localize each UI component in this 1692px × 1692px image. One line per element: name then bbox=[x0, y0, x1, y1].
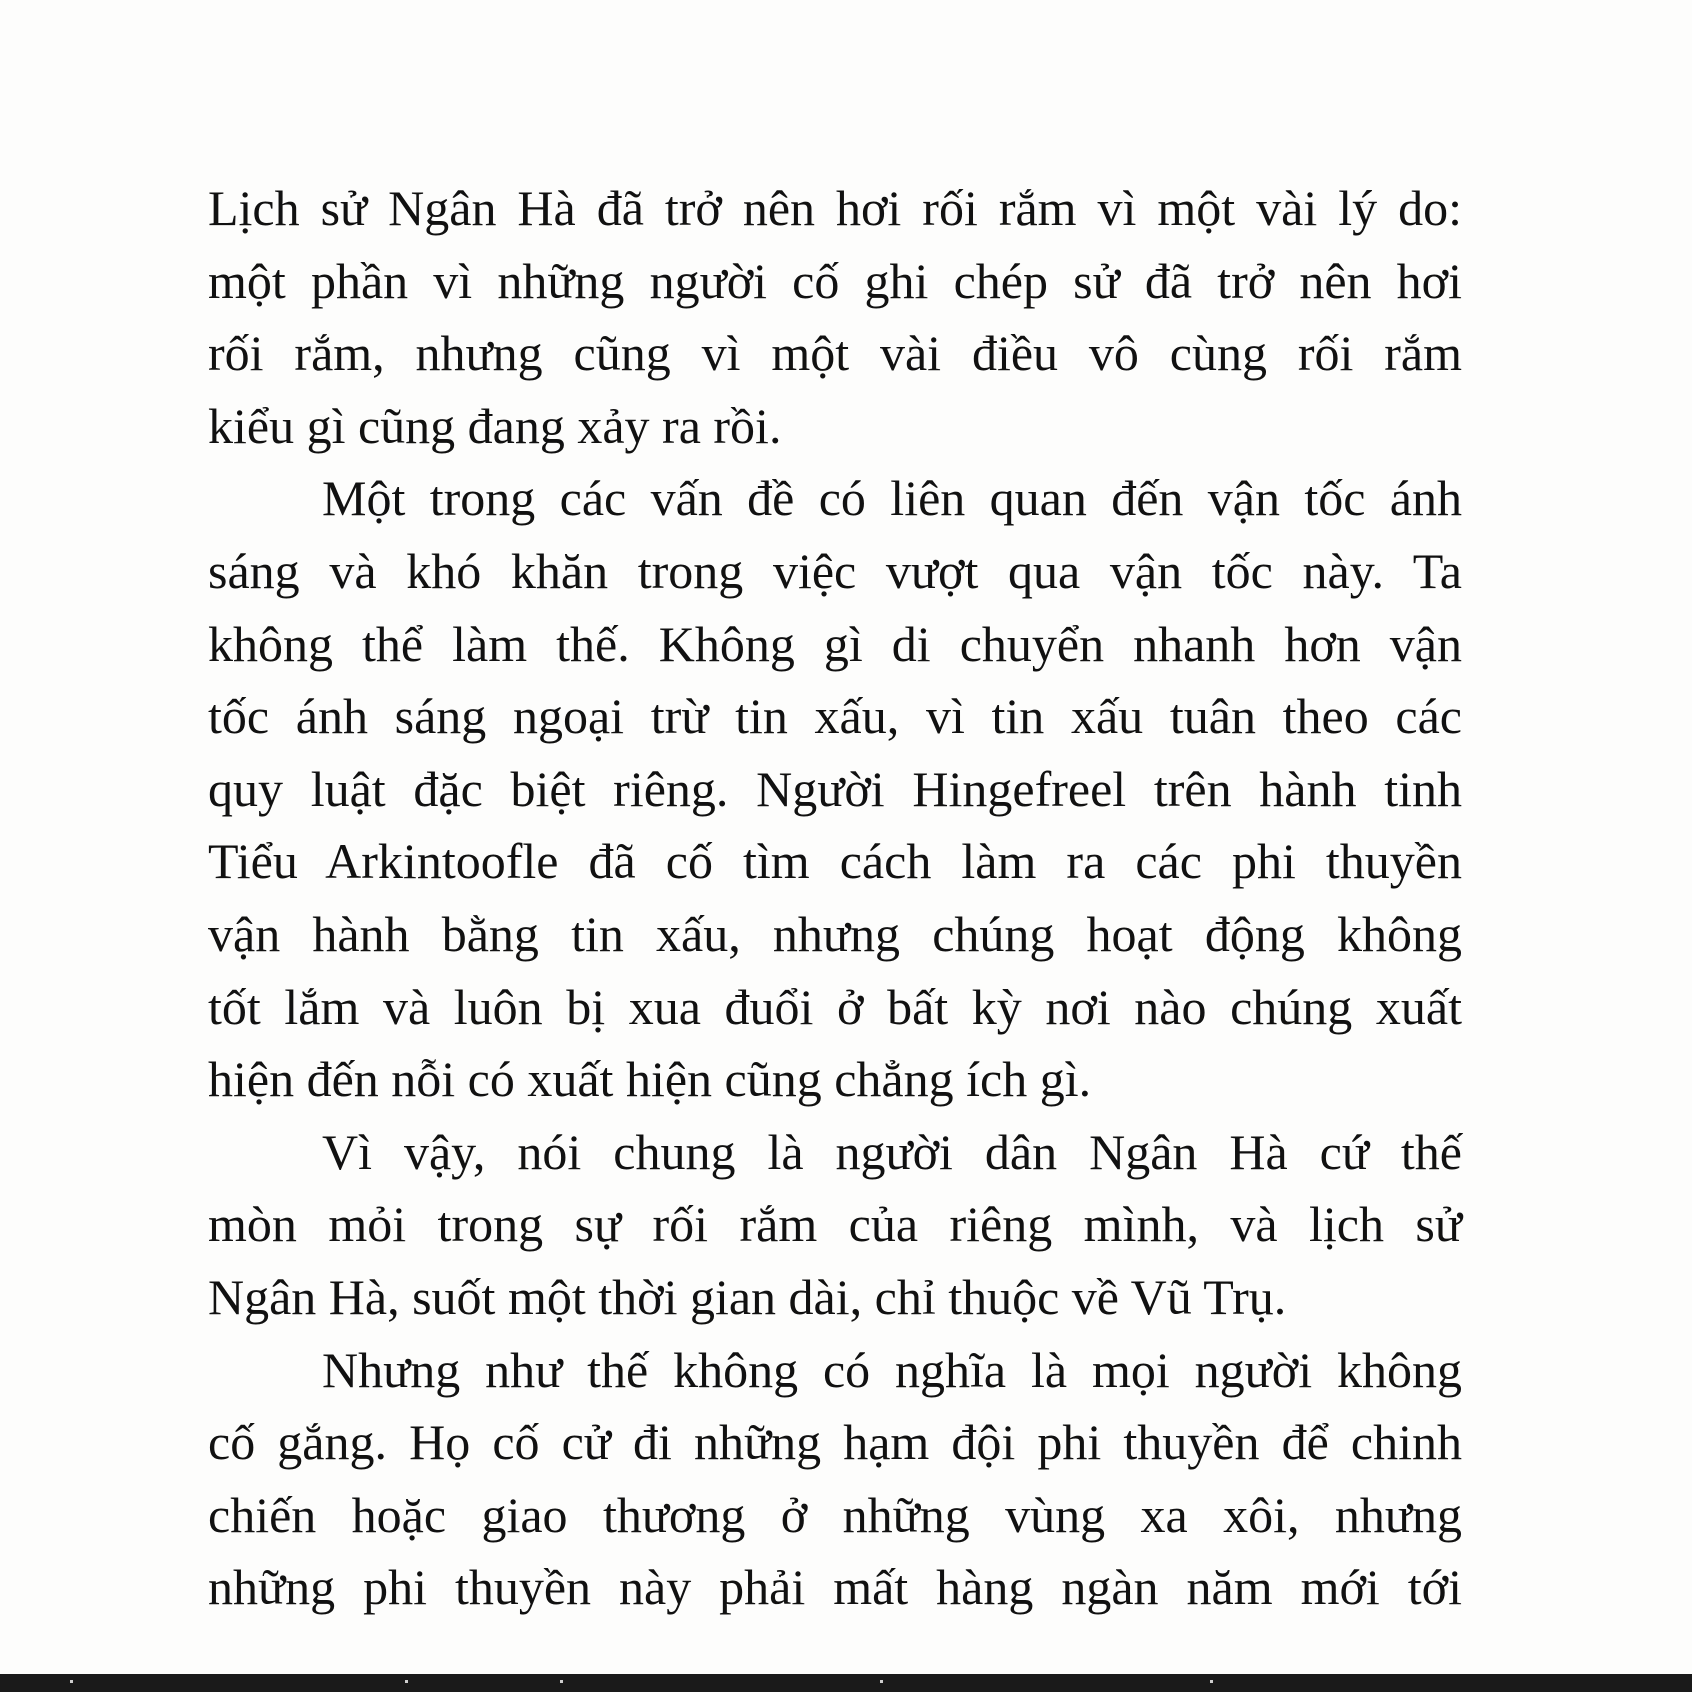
text-line: sáng và khó khăn trong việc vượt qua vận tốc này. Ta bbox=[208, 542, 1462, 599]
text-line: hiện đến nỗi có xuất hiện cũng chẳng ích gì. bbox=[208, 1051, 1092, 1108]
paragraph-1 bbox=[208, 172, 1462, 462]
text-line: Lịch sử Ngân Hà đã trở nên hơi rối rắm vì một vài lý do: bbox=[208, 180, 1462, 236]
paragraph-3 bbox=[208, 1116, 1462, 1334]
text-line: Nhưng như thế không có nghĩa là mọi người không bbox=[322, 1341, 1462, 1398]
scan-edge-border bbox=[0, 1674, 1692, 1692]
text-line: mòn mỏi trong sự rối rắm của riêng mình, và lịch sử bbox=[208, 1196, 1462, 1253]
paragraph-4 bbox=[208, 1334, 1462, 1624]
text-line: không thể làm thế. Không gì di chuyển nhanh hơn vận bbox=[208, 615, 1462, 672]
text-line: một phần vì những người cố ghi chép sử đã trở nên hơi bbox=[208, 252, 1462, 309]
text-line: kiểu gì cũng đang xảy ra rồi. bbox=[208, 397, 782, 454]
text-line: tốc ánh sáng ngoại trừ tin xấu, vì tin xấu tuân theo các bbox=[208, 688, 1462, 745]
text-line: vận hành bằng tin xấu, nhưng chúng hoạt động không bbox=[208, 905, 1462, 962]
text-line: những phi thuyền này phải mất hàng ngàn năm mới tới bbox=[208, 1559, 1462, 1616]
text-line: cố gắng. Họ cố cử đi những hạm đội phi thuyền để chinh bbox=[208, 1414, 1462, 1471]
text-line: chiến hoặc giao thương ở những vùng xa xôi, nhưng bbox=[208, 1486, 1462, 1543]
text-line: quy luật đặc biệt riêng. Người Hingefreel trên hành tinh bbox=[208, 760, 1462, 817]
text-line: Tiểu Arkintoofle đã cố tìm cách làm ra các phi thuyền bbox=[208, 833, 1462, 890]
scan-speck bbox=[880, 1680, 883, 1683]
scan-speck bbox=[405, 1680, 408, 1683]
body-text bbox=[208, 172, 1462, 1624]
text-line: Ngân Hà, suốt một thời gian dài, chỉ thuộc về Vũ Trụ. bbox=[208, 1268, 1287, 1325]
text-line: rối rắm, nhưng cũng vì một vài điều vô cùng rối rắm bbox=[208, 325, 1462, 382]
paragraph-2 bbox=[208, 462, 1462, 1115]
text-line: Vì vậy, nói chung là người dân Ngân Hà cứ thế bbox=[322, 1123, 1462, 1180]
scan-speck bbox=[70, 1680, 73, 1683]
text-line: tốt lắm và luôn bị xua đuổi ở bất kỳ nơi nào chúng xuất bbox=[208, 978, 1462, 1035]
text-line: Một trong các vấn đề có liên quan đến vận tốc ánh bbox=[322, 470, 1462, 527]
scan-speck bbox=[560, 1680, 563, 1683]
scan-speck bbox=[1210, 1680, 1213, 1683]
